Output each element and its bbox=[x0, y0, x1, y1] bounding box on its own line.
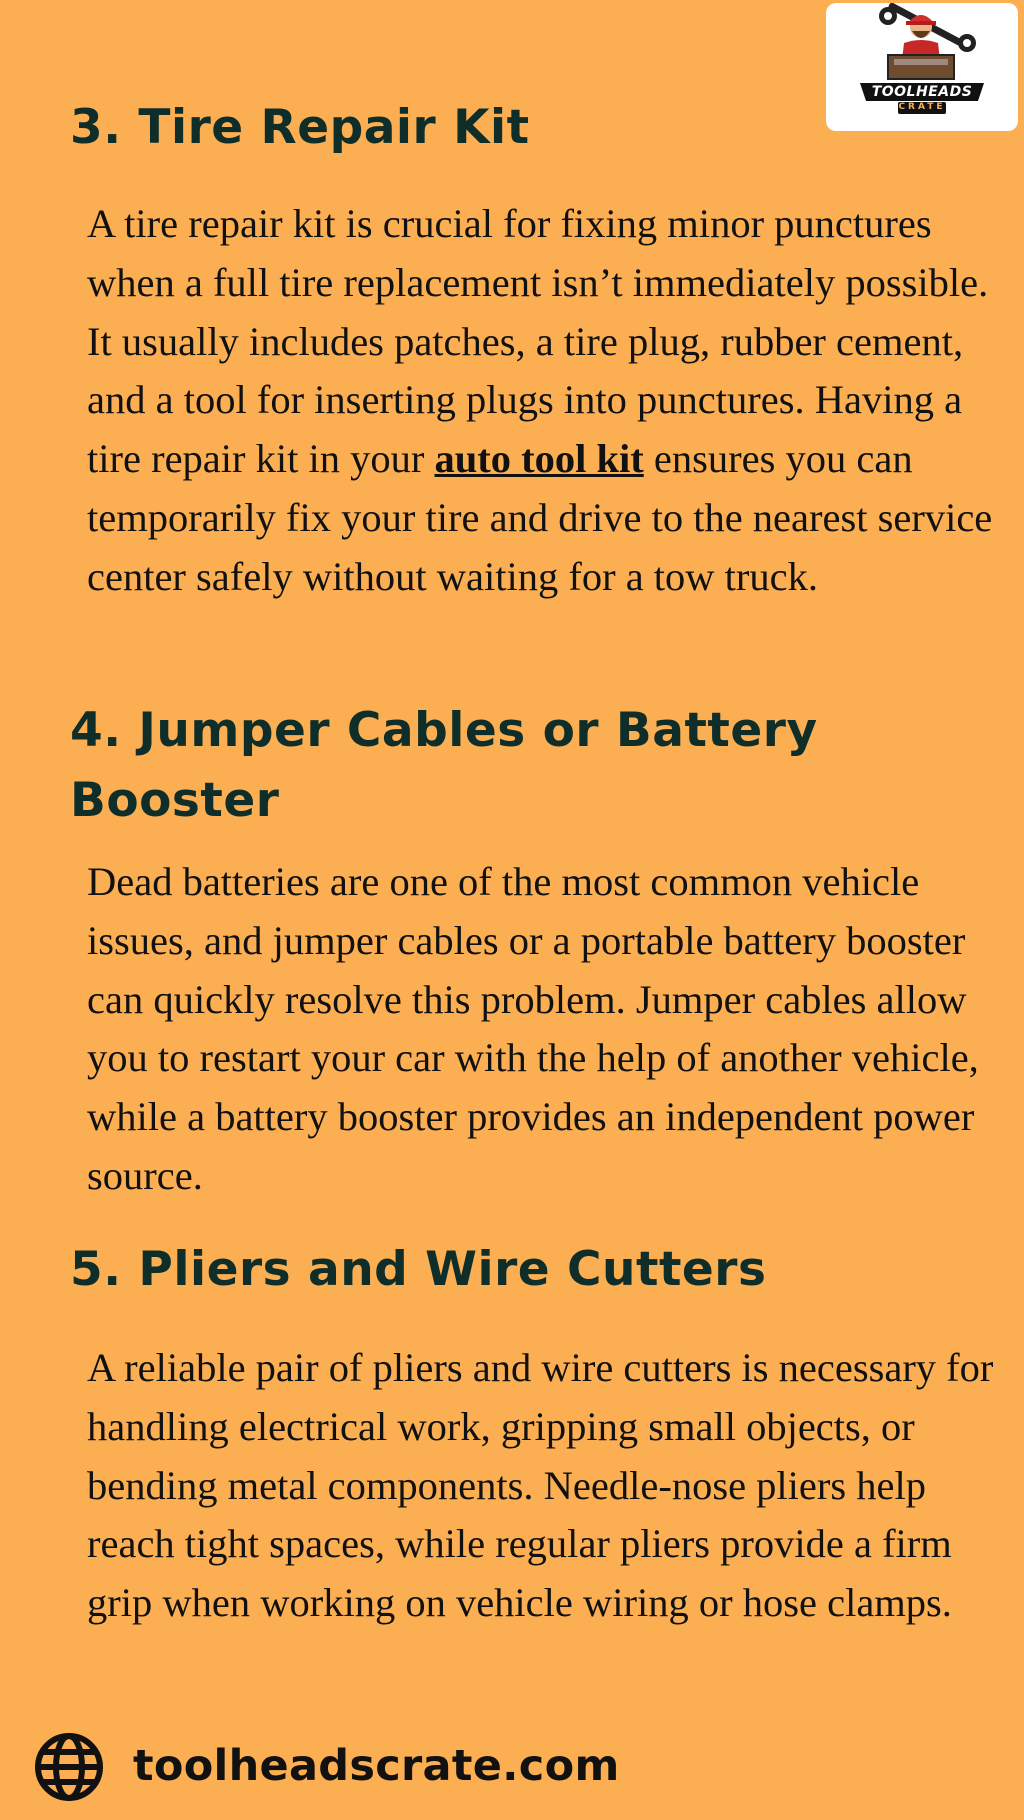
toolheads-logo bbox=[826, 3, 1018, 131]
globe-icon bbox=[34, 1732, 104, 1802]
section-heading-pliers-wire-cutters: 5. Pliers and Wire Cutters bbox=[70, 1242, 767, 1297]
website-url[interactable]: toolheadscrate.com bbox=[133, 1741, 620, 1791]
section-body-tire-repair-kit bbox=[87, 195, 1022, 607]
body-text: A tire repair kit is crucial for fixing minor punctures when a full tire replacement isn’t immediately possible. It usually includes patches, a tire plug, rubber cement, and a tool for inserting plugs into punctures. Having a tire repair kit in your bbox=[87, 201, 989, 482]
section-body-pliers-wire-cutters: A reliable pair of pliers and wire cutters is necessary for handling electrical work, gripping small objects, or bending metal components. Needle-nose pliers help reach tight spaces, while regular pliers provide a firm grip when working on vehicle wiring or hose clamps. bbox=[87, 1345, 994, 1626]
section-heading-tire-repair-kit: 3. Tire Repair Kit bbox=[70, 100, 530, 155]
logo-brand-text: TOOLHEADS bbox=[871, 84, 973, 100]
logo-sub-text: CRATE bbox=[898, 102, 946, 112]
section-body-jumper-cables: Dead batteries are one of the most common vehicle issues, and jumper cables or a portable battery booster can quickly resolve this problem. Jumper cables allow you to restart your car with the help of another vehicle, while a battery booster provides an independent power source. bbox=[87, 859, 979, 1198]
section-heading-jumper-cables: 4. Jumper Cables or Battery Booster bbox=[70, 703, 818, 828]
auto-tool-kit-link[interactable]: auto tool kit bbox=[434, 436, 644, 482]
body-text: ensures you can temporarily fix your tire and drive to the nearest service center safely without waiting for a tow truck. bbox=[87, 436, 993, 599]
